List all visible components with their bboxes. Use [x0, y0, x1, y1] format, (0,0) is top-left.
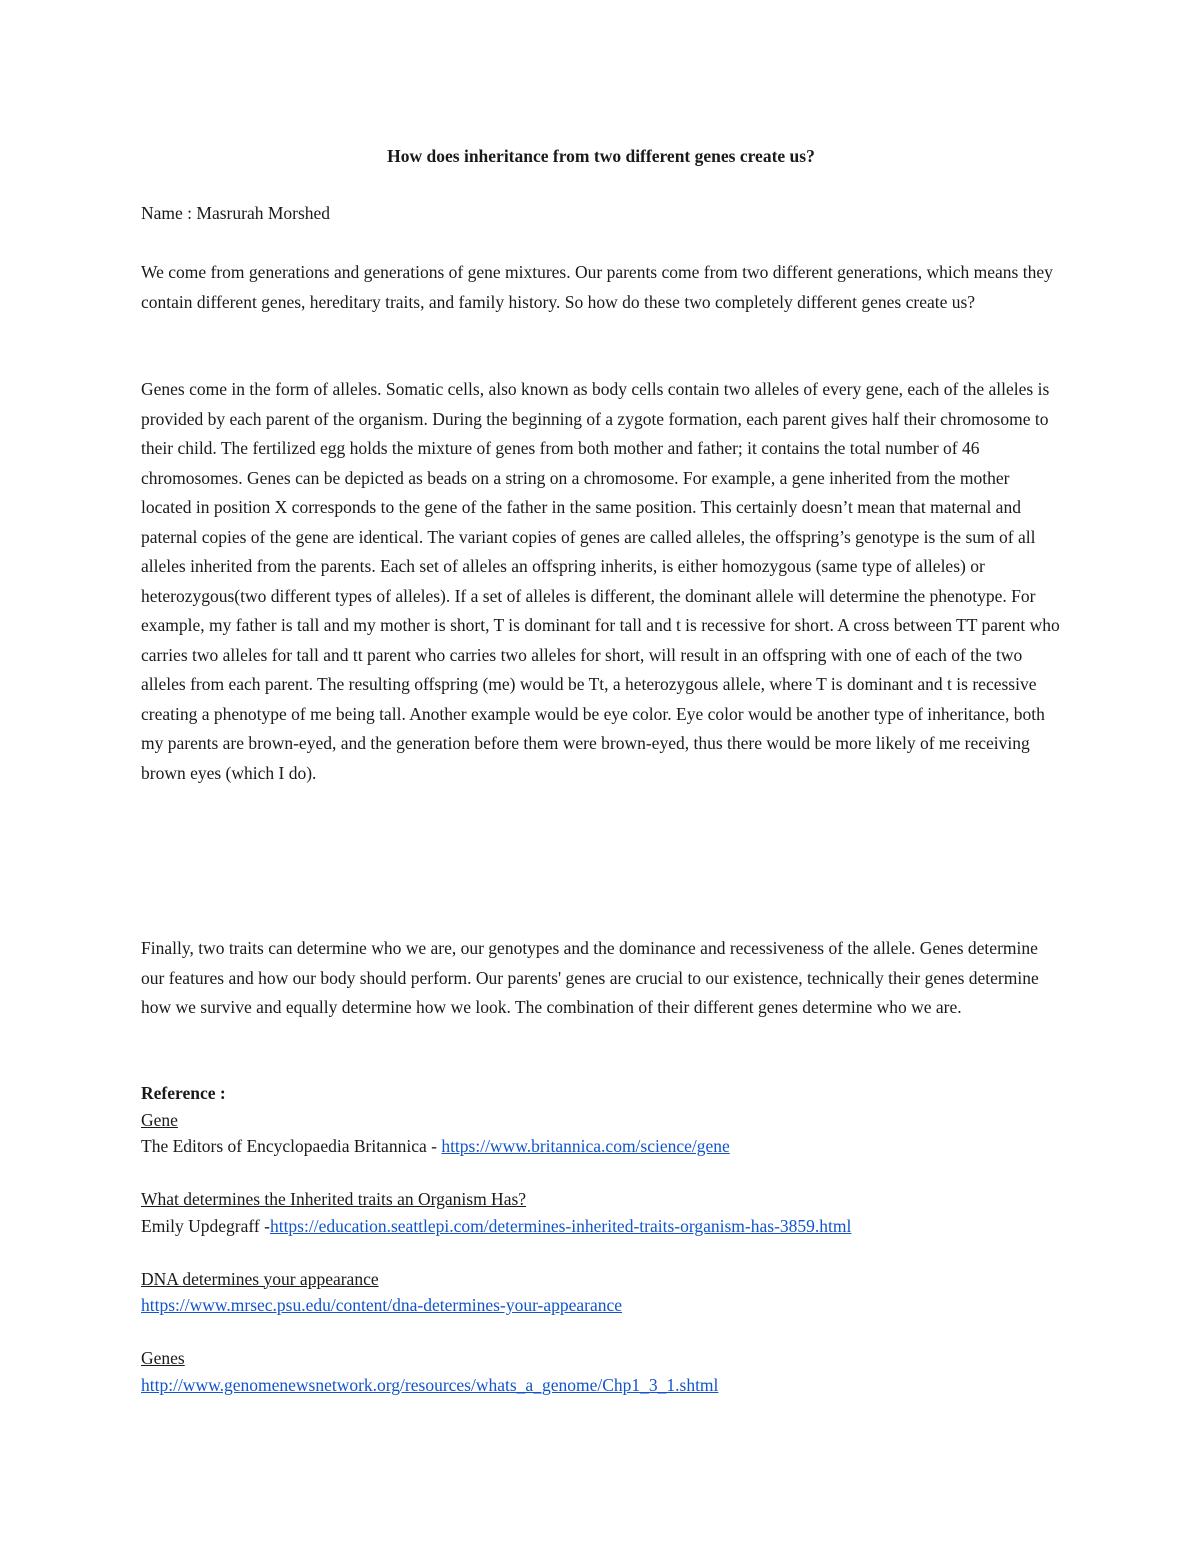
- reference-link[interactable]: https://www.mrsec.psu.edu/content/dna-determines-your-appearance: [141, 1295, 623, 1315]
- reference-title: What determines the Inherited traits an Organism Has?: [141, 1189, 527, 1209]
- references-section: [141, 1080, 1061, 1425]
- references-heading: Reference :: [141, 1083, 226, 1103]
- reference-item: [141, 1345, 1061, 1398]
- reference-title: Gene: [141, 1109, 178, 1130]
- reference-item: [141, 1186, 1061, 1239]
- paragraph-conclusion: Finally, two traits can determine who we are, our genotypes and the dominance and recessiveness of the allele. Genes determine our features and how our body should perform. Our parents' genes are crucial to our existence, technically their genes determine how we survive and equally determine how we look. The combination of their different genes determine who we are.: [141, 938, 1039, 1017]
- reference-link[interactable]: https://education.seattlepi.com/determines-inherited-traits-organism-has-3859.html: [269, 1215, 852, 1236]
- reference-author: Emily Updegraff -: [141, 1215, 270, 1236]
- reference-item: [141, 1266, 1061, 1319]
- reference-link[interactable]: http://www.genomenewsnetwork.org/resources/whats_a_genome/Chp1_3_1.shtml: [141, 1374, 719, 1395]
- author-name-line: Name : Masrurah Morshed: [141, 203, 331, 223]
- reference-item: [141, 1107, 1061, 1160]
- reference-title: Genes: [141, 1348, 185, 1368]
- document-title: How does inheritance from two different genes create us?: [387, 146, 815, 166]
- paragraph-intro: We come from generations and generations of gene mixtures. Our parents come from two different generations, which means they contain different genes, hereditary traits, and family history. So how do these two completely different genes create us?: [141, 262, 1053, 312]
- reference-title: DNA determines your appearance: [141, 1268, 379, 1289]
- reference-author: The Editors of Encyclopaedia Britannica -: [141, 1136, 442, 1156]
- reference-link[interactable]: https://www.britannica.com/science/gene: [441, 1136, 730, 1156]
- paragraph-alleles: Genes come in the form of alleles. Somatic cells, also known as body cells contain two alleles of every gene, each of the alleles is provided by each parent of the organism. During the beginning of a zygote formation, each parent gives half their chromosome to their child. The fertilized egg holds the mixture of genes from both mother and father; it contains the total number of 46 chromosomes. Genes can be depicted as beads on a string on a chromosome. For example, a gene inherited from the mother located in position X corresponds to the gene of the father in the same position. This certainly doesn’t mean that maternal and paternal copies of the gene are identical. The variant copies of genes are called alleles, the offspring’s genotype is the sum of all alleles inherited from the parents. Each set of alleles an offspring inherits, is either homozygous (same type of alleles) or heterozygous(two different types of alleles). If a set of alleles is different, the dominant allele will determine the phenotype. For example, my father is tall and my mother is short, T is dominant for tall and t is recessive for short. A cross between TT parent who carries two alleles for tall and tt parent who carries two alleles for short, will result in an offspring with one of each of the two alleles from each parent. The resulting offspring (me) would be Tt, a heterozygous allele, where T is dominant and t is recessive creating a phenotype of me being tall. Another example would be eye color. Eye color would be another type of inheritance, both my parents are brown-eyed, and the generation before them were brown-eyed, thus there would be more likely of me receiving brown eyes (which I do).: [141, 379, 1060, 783]
